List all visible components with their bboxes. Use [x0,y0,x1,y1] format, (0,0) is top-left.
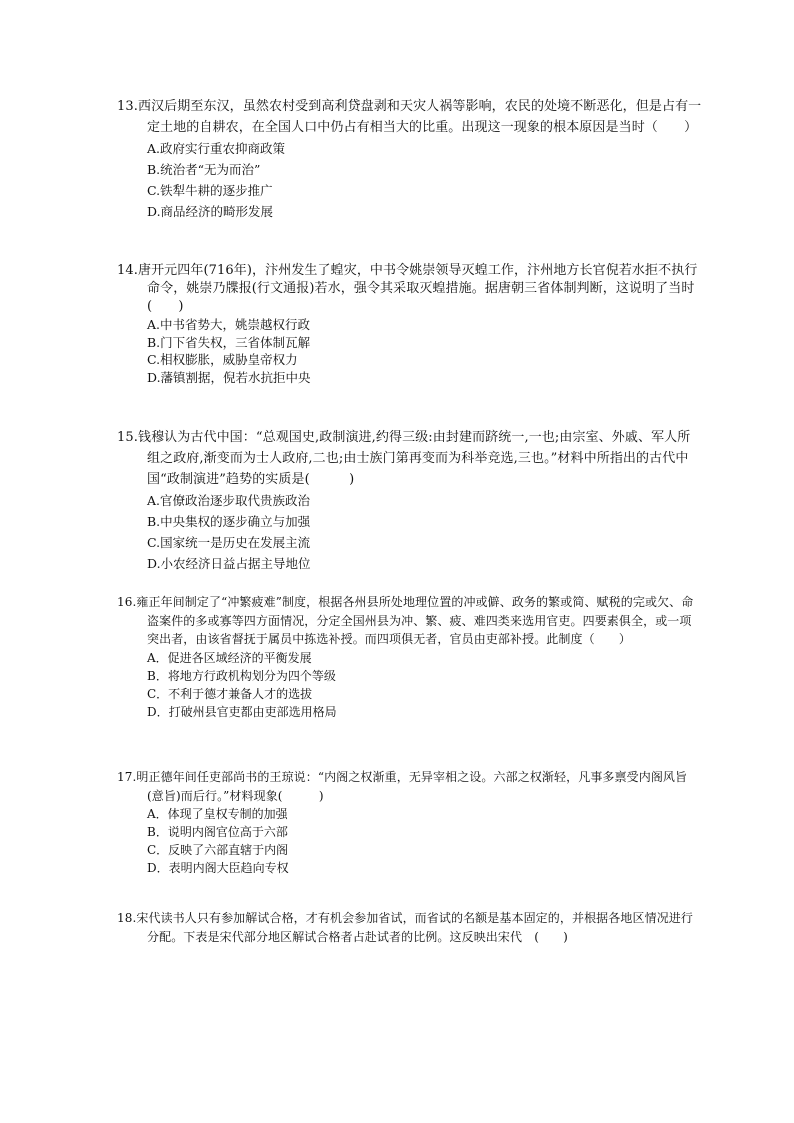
option-c: C．反映了六部直辖于内阁 [147,843,289,857]
option-b: B.统治者“无为而治” [147,162,261,177]
question-16 [117,593,702,721]
option-b: B.中央集权的逐步确立与加强 [147,514,311,529]
option-c: C.铁犁牛耕的逐步推广 [147,183,273,198]
question-stem: 18.宋代读书人只有参加解试合格，才有机会参加省试，而省试的名额是基本固定的，并根据各地区情况进行分配。下表是宋代部分地区解试合格者占赴试者的比例。这反映出宋代 ( ) [117,911,693,944]
option-a: A.中书省势大，姚崇越权行政 [147,317,311,332]
option-a: A.政府实行重农抑商政策 [147,141,286,156]
option-b: B．说明内阁官位高于六部 [147,825,288,839]
option-d: D．表明内阁大臣趋向专权 [147,861,289,875]
option-d: D．打破州县官吏都由吏部选用格局 [147,704,337,719]
option-c: C．不利于德才兼备人才的选拔 [147,686,313,701]
question-17 [117,768,702,877]
question-13 [117,96,702,222]
question-14 [117,262,702,386]
option-b: B.门下省失权，三省体制瓦解 [147,334,311,350]
option-d: D.小农经济日益占据主导地位 [147,556,311,571]
question-18 [117,909,702,946]
option-d: D.商品经济的畸形发展 [147,204,274,219]
question-stem: 17.明正德年间任吏部尚书的王琼说：“内阁之权渐重，无异宰相之设。六部之权渐轻，凡事多禀受内阁风旨(意旨)而后行。”材料现象( ) [117,770,688,803]
question-stem: 14.唐开元四年(716年)，汴州发生了蝗灾，中书令姚崇领导灭蝗工作，汴州地方长官倪若水拒不执行命令，姚崇乃牒报(行文通报)若水，强令其采取灭蝗措施。据唐朝三省体制判断，这说明了当时( ) [117,263,698,314]
option-c: C.国家统一是历史在发展主流 [147,535,311,550]
question-stem: 15.钱穆认为古代中国：“总观国史,政制演进,约得三级:由封建而跻统一,一也;由宗室、外戚、军人所组之政府,渐变而为士人政府,二也;由士族门第再变而为科举竞选,三也。”材料中所指出的古代中国“政制演进”趋势的实质是( ) [117,430,691,487]
question-15 [117,427,702,574]
question-stem: 13.西汉后期至东汉，虽然农村受到高利贷盘剥和天灾人祸等影响，农民的处境不断恶化，但是占有一定土地的自耕农，在全国人口中仍占有相当大的比重。出现这一现象的根本原因是当时（ ） [117,99,702,135]
option-a: A．体现了皇权专制的加强 [147,807,288,821]
option-a: A.官僚政治逐步取代贵族政治 [147,493,311,508]
option-a: A．促进各区域经济的平衡发展 [147,650,312,665]
option-c: C.相权膨胀，威胁皇帝权力 [147,352,298,367]
question-stem: 16.雍正年间制定了“冲繁疲难”制度，根据各州县所处地理位置的冲或僻、政务的繁或简、赋税的完或欠、命盗案件的多或寡等四方面情况，分定全国州县为冲、繁、疲、难四类来选用官吏。四要素俱全，或一项突出者，由该省督抚于属员中拣选补授。而四项俱无者，官员由吏部补授。此制度（ ） [117,595,694,646]
option-b: B．将地方行政机构划分为四个等级 [147,668,336,683]
option-d: D.藩镇割据，倪若水抗拒中央 [147,369,311,385]
